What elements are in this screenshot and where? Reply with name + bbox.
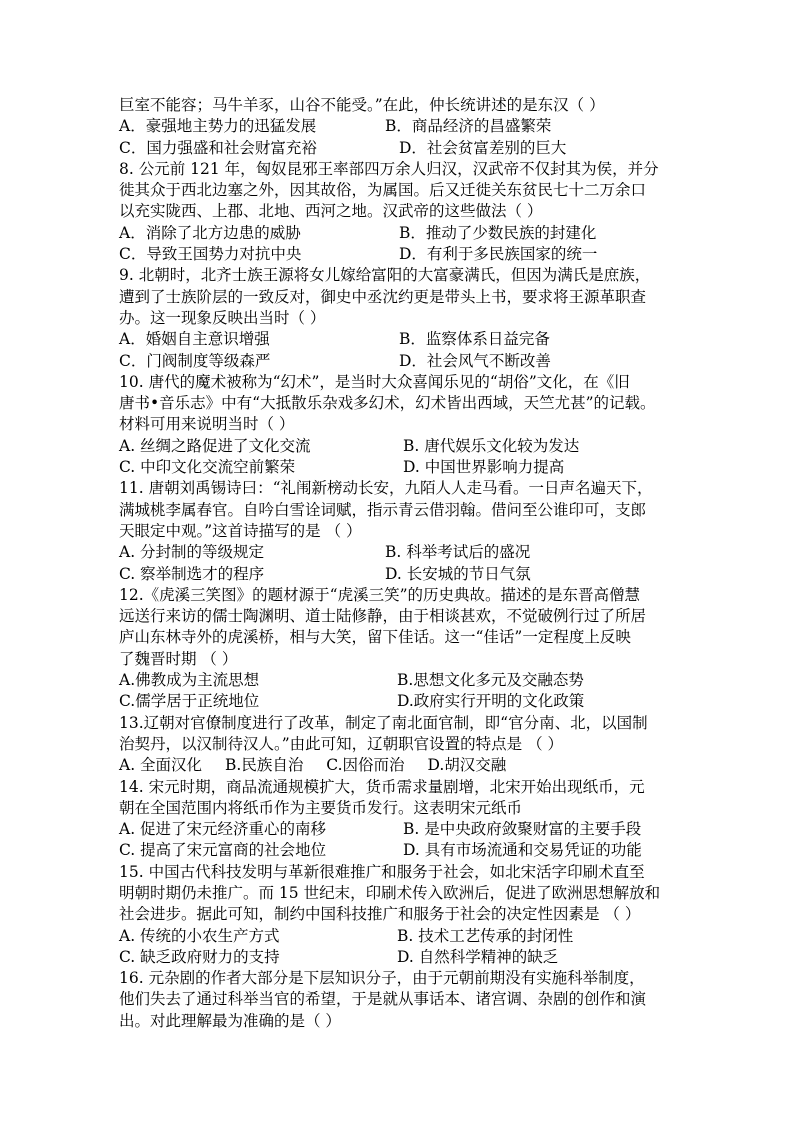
q11-stem-line: 满城桃李属春官。自吟白雪诠词赋，指示青云借羽翰。借问至公谁印可，支郎 [119,500,647,519]
q12-option-d[interactable]: D.政府实行开明的文化政策 [397,692,585,711]
q12-option-b[interactable]: B.思想文化多元及交融态势 [397,671,584,690]
q8-stem-line: 徙其众于西北边塞之外，因其故俗，为属国。后又迁徙关东贫民七十二万余口 [119,181,647,200]
q10-option-b[interactable]: B. 唐代娱乐文化较为发达 [403,436,580,455]
q14-option-b[interactable]: B. 是中央政府敛聚财富的主要手段 [403,820,642,839]
q11-option-c[interactable]: C. 察举制选才的程序 [119,564,265,583]
q14-options-row2 [119,840,679,861]
q15-options-row2 [119,947,679,968]
q15-stem-line: 社会进步。据此可知，制约中国科技推广和服务于社会的决定性因素是 （ ） [119,905,641,924]
q13-option-a[interactable]: A. 全面汉化 [119,756,203,775]
q10-option-a[interactable]: A. 丝绸之路促进了文化交流 [119,436,311,455]
q10-options-row2 [119,457,679,478]
q13-options-row [119,755,679,776]
q11-option-a[interactable]: A. 分封制的等级规定 [119,543,265,562]
q14-option-d[interactable]: D. 具有市场流通和交易凭证的功能 [403,841,642,860]
q7-option-d[interactable]: D．社会贫富差别的巨大 [399,138,567,157]
q16-stem-line: 16. 元杂剧的作者大部分是下层知识分子，由于元朝前期没有实施科举制度， [119,969,645,988]
q7-options-row1 [119,116,679,137]
q12-options-row2 [119,691,679,712]
q14-options-row1 [119,819,679,840]
q9-option-a[interactable]: A．婚姻自主意识增强 [119,330,270,349]
q12-stem-line: 了魏晋时期 （ ） [119,649,238,668]
q10-stem-line: 10. 唐代的魔术被称为“幻术”，是当时大众喜闻乐见的“胡俗”文化，在《旧 [119,372,630,391]
q8-options-row1 [119,223,679,244]
q7-option-c[interactable]: C．国力强盛和社会财富充裕 [119,138,317,157]
q13-option-b[interactable]: B.民族自治 [225,756,304,775]
q12-option-c[interactable]: C.儒学居于正统地位 [119,692,260,711]
q11-options-row2 [119,564,679,585]
q12-stem-line: 庐山东林寺外的虎溪桥，相与大笑，留下佳话。这一“佳话”一定程度上反映 [119,628,631,647]
q9-option-d[interactable]: D．社会风气不断改善 [399,351,551,370]
q15-stem-line: 15. 中国古代科技发明与革新很难推广和服务于社会，如北宋活字印刷术直至 [119,862,645,881]
q7-option-b[interactable]: B．商品经济的昌盛繁荣 [385,117,552,136]
q12-stem-line: 12.《虎溪三笑图》的题材源于“虎溪三笑”的历史典故。描述的是东晋高僧慧 [119,585,641,604]
q9-options-row1 [119,329,679,350]
q10-options-row1 [119,436,679,457]
q16-stem-line: 出。对此理解最为准确的是（ ） [119,1011,341,1030]
q9-stem-line: 9. 北朝时，北齐士族王源将女儿嫁给富阳的大富豪满氏，但因为满氏是庶族， [119,266,651,285]
q8-stem-line: 以充实陇西、上郡、北地、西河之地。汉武帝的这些做法（ ） [119,202,543,221]
q8-options-row2 [119,244,679,265]
q8-stem-line: 8. 公元前 121 年，匈奴昆邪王率部四万余人归汉，汉武帝不仅封其为侯，并分 [119,159,659,178]
q12-options-row1 [119,670,679,691]
q8-option-c[interactable]: C．导致王国势力对抗中央 [119,245,302,264]
q16-stem-line: 他们失去了通过科举当官的希望，于是就从事话本、诸宫调、杂剧的创作和演 [119,990,647,1009]
q13-stem-line: 13.辽朝对官僚制度进行了改革，制定了南北面官制，即“官分南、北，以国制 [119,713,648,732]
q9-option-c[interactable]: C．门阀制度等级森严 [119,351,271,370]
q14-stem-line: 14. 宋元时期，商品流通规模扩大，货币需求量剧增，北宋开始出现纸币，元 [119,777,645,796]
q9-stem-line: 遭到了士族阶层的一致反对，御史中丞沈约更是带头上书，要求将王源革职查 [119,287,647,306]
q10-option-c[interactable]: C. 中印文化交流空前繁荣 [119,458,296,477]
q14-stem-line: 朝在全国范围内将纸币作为主要货币发行。这表明宋元纸币 [119,798,523,817]
q11-option-b[interactable]: B. 科举考试后的盛况 [385,543,531,562]
q15-option-c[interactable]: C. 缺乏政府财力的支持 [119,947,280,966]
q10-option-d[interactable]: D. 中国世界影响力提高 [403,458,565,477]
q10-stem-line: 唐书•音乐志》中有“大抵散乐杂戏多幻术，幻术皆出西域，天竺尤甚”的记载。 [119,394,656,413]
q10-stem-line: 材料可用来说明当时（ ） [119,415,295,434]
q9-options-row2 [119,351,679,372]
q13-option-c[interactable]: C.因俗而治 [326,756,405,775]
q15-stem-line: 明朝时期仍未推广。而 15 世纪末，印刷术传入欧洲后，促进了欧洲思想解放和 [119,883,661,902]
q11-stem-line: 天眼定中观。”这首诗描写的是 （ ） [119,521,362,540]
q15-option-b[interactable]: B. 技术工艺传承的封闭性 [397,926,574,945]
q15-option-d[interactable]: D. 自然科学精神的缺乏 [397,947,559,966]
exam-page [119,95,679,1032]
q11-stem-line: 11. 唐朝刘禹锡诗曰：“礼闱新榜动长安，九陌人人走马看。一日声名遍天下， [119,479,653,498]
q7-tail: 巨室不能容；马牛羊豕，山谷不能受。”在此，仲长统讲述的是东汉（ ） [119,96,605,114]
q11-options-row1 [119,542,679,563]
q8-option-d[interactable]: D．有利于多民族国家的统一 [399,245,598,264]
q11-option-d[interactable]: D. 长安城的节日气氛 [385,564,531,583]
q9-stem-line: 办。这一现象反映出当时（ ） [119,308,326,327]
q8-option-a[interactable]: A．消除了北方边患的威胁 [119,223,301,242]
q9-option-b[interactable]: B．监察体系日益完备 [399,330,550,349]
q15-option-a[interactable]: A. 传统的小农生产方式 [119,926,280,945]
q12-option-a[interactable]: A.佛教成为主流思想 [119,671,260,690]
q13-option-d[interactable]: D.胡汉交融 [427,756,507,775]
q14-option-a[interactable]: A. 促进了宋元经济重心的南移 [119,820,327,839]
q7-option-a[interactable]: A．豪强地主势力的迅猛发展 [119,117,317,136]
q15-options-row1 [119,926,679,947]
q12-stem-line: 远送行来访的儒士陶渊明、道士陆修静，由于相谈甚欢，不觉破例行过了所居 [119,607,647,626]
q7-options-row2 [119,138,679,159]
q8-option-b[interactable]: B．推动了少数民族的封建化 [399,223,597,242]
q14-option-c[interactable]: C. 提高了宋元富商的社会地位 [119,841,327,860]
q13-stem-line: 治契丹，以汉制待汉人。”由此可知，辽朝职官设置的特点是 （ ） [119,734,564,753]
